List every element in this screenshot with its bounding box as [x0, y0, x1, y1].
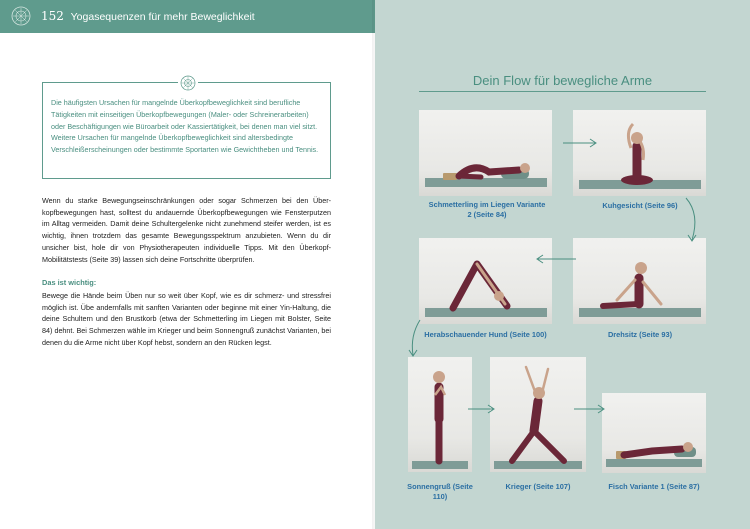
pose-photo-sun-salutation — [408, 357, 472, 472]
flow-title: Dein Flow für bewegliche Arme — [472, 73, 653, 88]
title-divider — [419, 91, 706, 92]
flow-arrow-right-3-icon — [572, 402, 606, 416]
page-number: 152 — [41, 9, 64, 23]
mandala-icon — [178, 73, 198, 93]
caption-sun-salutation: Sonnengruß (Seite 110) — [407, 482, 473, 501]
body-paragraph: Wenn du starke Bewegungseinschränkungen oder sogar Schmerzen bei den Überkopfbewegungen hast, solltest du andauernde Überkopfbewegungen wie Fensterputzen im Alltag vermeiden. Damit deine Schultergelenke nicht zunehmend steifer werden, ist es wichtig, ihnen trotzdem das gesamte Bewegungsspektrum anzubieten. Wenn du dir unsicher bist, hole dir von Physiotherapeuten individuelle Tipps. Mit den Überkopf-Mobilitätstests (Seite 39) lassen sich deine Fortschritte überprüfen. — [42, 196, 331, 264]
header-bar — [0, 0, 375, 33]
caption-seated-twist: Drehsitz (Seite 93) — [607, 330, 673, 339]
pose-photo-fish — [602, 393, 706, 473]
lotus-emblem-icon — [10, 5, 32, 27]
chapter-title: Yogasequenzen für mehr Beweglichkeit — [70, 11, 255, 23]
flow-arrow-down-left-icon — [404, 318, 426, 358]
caption-cow-face: Kuhgesicht (Seite 96) — [602, 201, 678, 210]
info-box — [42, 82, 331, 179]
pose-photo-seated-twist — [573, 238, 706, 324]
flow-arrow-right-icon — [561, 136, 599, 150]
pose-photo-butterfly — [419, 110, 552, 196]
caption-fish: Fisch Variante 1 (Seite 87) — [608, 482, 700, 491]
flow-arrow-left-icon — [534, 252, 578, 266]
note-text: Bewege die Hände beim Üben nur so weit über Kopf, wie es dir schmerz- und stressfrei möglich ist. Übe andernfalls mit sanften Varianten oder beginne mit einer Yin-Haltung, die deine Schultern und den Brustkorb (etwa der Schmetterling im Liegen mit Bolster, Seite 84) dehnt. Bei Schmerzen wähle im Krieger und beim Sonnengruß zunächst Varianten, bei denen du die Arme nicht über Kopf hebst, sondern an den Rücken legst. — [42, 291, 331, 347]
flow-arrow-right-2-icon — [466, 402, 496, 416]
caption-warrior: Krieger (Seite 107) — [505, 482, 571, 491]
flow-arrow-down-curve-icon — [680, 196, 704, 244]
running-header — [41, 9, 255, 23]
info-box-text: Die häufigsten Ursachen für mangelnde Überkopfbeweglichkeit sind berufliche Tätigkeiten mit einseitigen Überkopfbewegungen (Maler- oder Schreinerarbeiten) oder Beschäftigungen wie Büroarbeit oder Kassiertätigkeit, bei denen man viel sitzt. Weitere Ursachen für mangelnde Überkopfbeweglichkeit sind altersbedingte Verschleißerscheinungen oder bestimmte Sportarten wie Gewichtheben und Tennis. — [51, 98, 319, 155]
note-heading: Das ist wichtig: — [42, 278, 97, 287]
pose-photo-downward-dog — [419, 238, 552, 324]
caption-butterfly: Schmetterling im Liegen Variante 2 (Seite 84) — [428, 200, 546, 219]
pose-photo-cow-face — [573, 110, 706, 196]
caption-downward-dog: Herabschauender Hund (Seite 100) — [424, 330, 547, 339]
